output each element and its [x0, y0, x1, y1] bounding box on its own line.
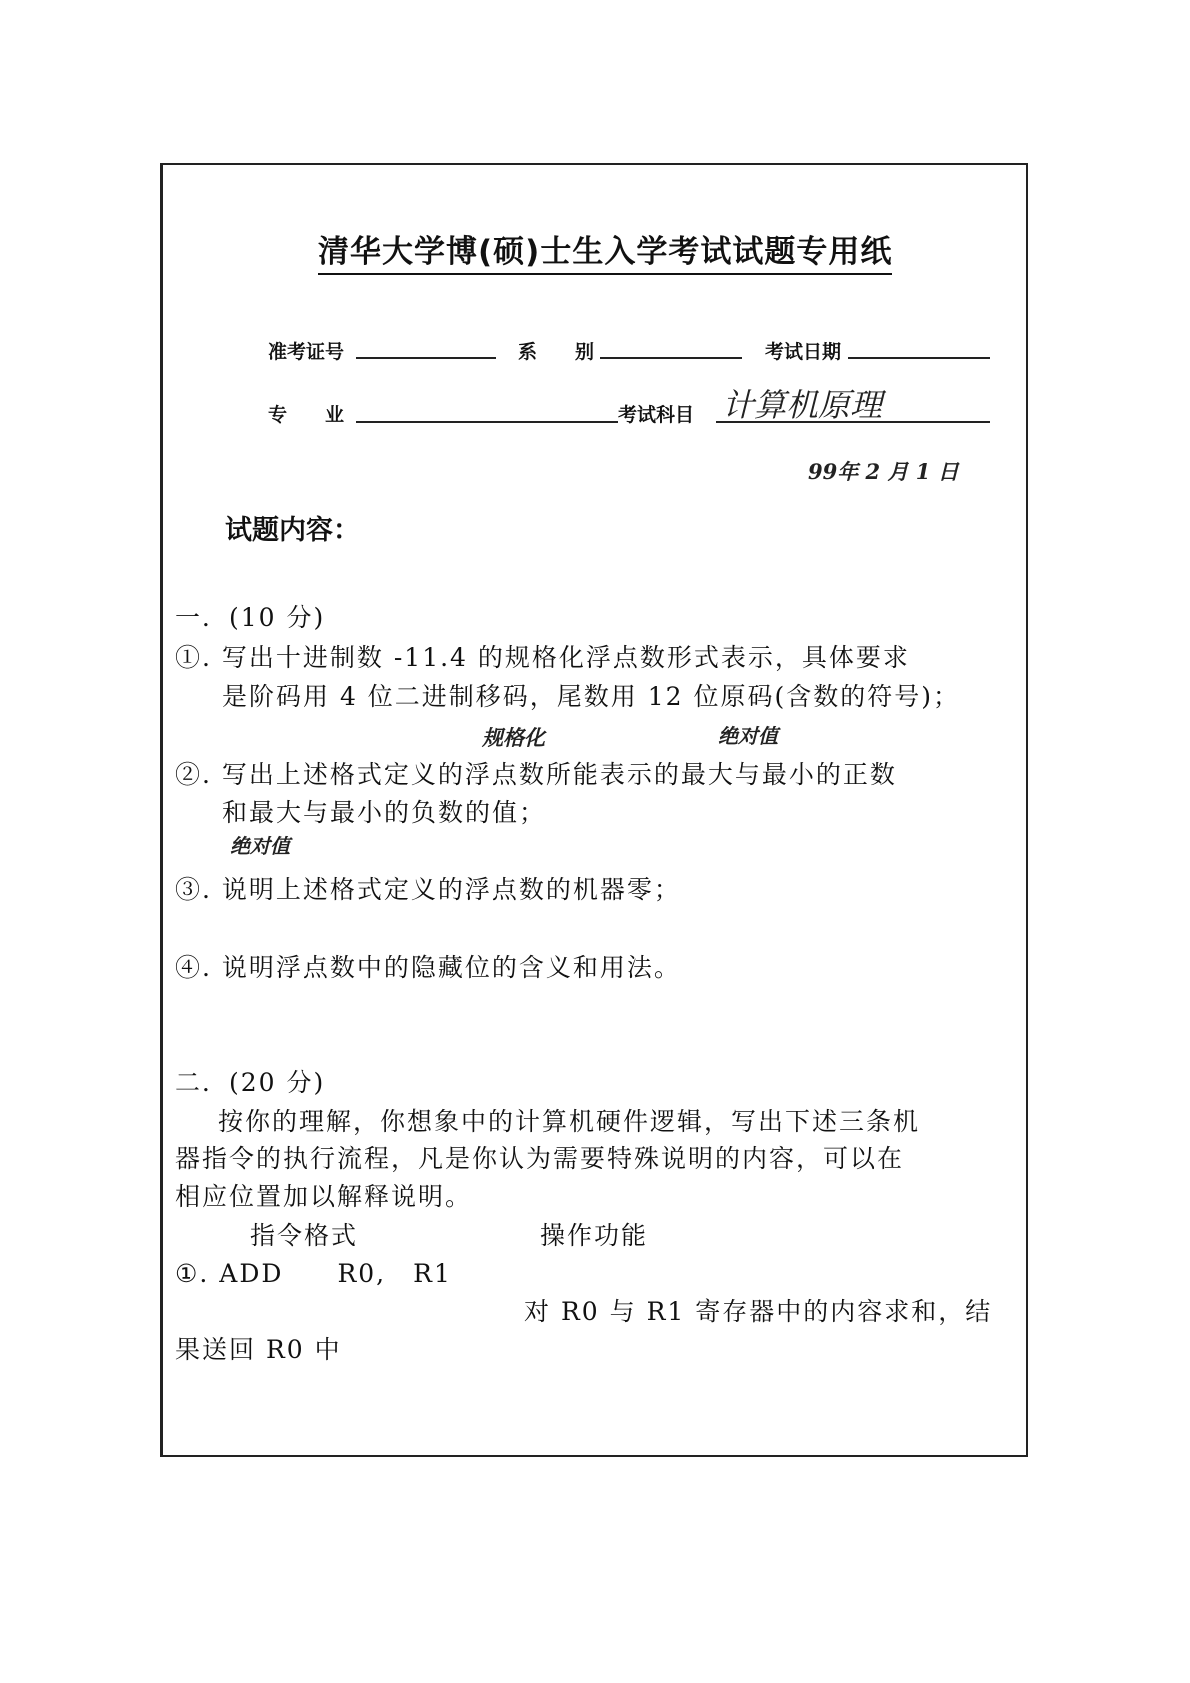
- q2-heading: 二．(20 分): [175, 1068, 326, 1097]
- q1-item2-line1: ②. 写出上述格式定义的浮点数所能表示的最大与最小的正数: [175, 760, 897, 789]
- q2-para-line1: 按你的理解，你想象中的计算机硬件逻辑，写出下述三条机: [218, 1107, 921, 1136]
- q1-item1-line1: ①. 写出十进制数 -11.4 的规格化浮点数形式表示，具体要求: [175, 643, 910, 672]
- q2-instr1: ①. ADD R0, R1: [175, 1259, 452, 1288]
- q2-instr1-desc-line1: 对 R0 与 R1 寄存器中的内容求和，结: [524, 1297, 993, 1326]
- col-operation-function: 操作功能: [540, 1221, 649, 1250]
- annotation-absolute-value: 绝对值: [718, 724, 778, 748]
- q1-item4: ④. 说明浮点数中的隐藏位的含义和用法。: [175, 953, 681, 982]
- subject-label: 考试科目: [618, 404, 695, 426]
- page-title: 清华大学博(硕)士生入学考试试题专用纸: [318, 226, 892, 275]
- admission-no-blank: [356, 357, 496, 359]
- exam-date-value: 99年 2 月 1 日: [808, 459, 959, 484]
- annotation-normalized: 规格化: [482, 725, 545, 750]
- major-blank: [356, 421, 618, 423]
- q2-para-line2: 器指令的执行流程，凡是你认为需要特殊说明的内容，可以在: [175, 1144, 905, 1173]
- subject-handwritten: 计算机原理: [722, 386, 883, 424]
- q2-instr1-desc-line2: 果送回 R0 中: [175, 1335, 342, 1364]
- department-label: 系 别: [518, 341, 595, 363]
- major-label: 专 业: [268, 404, 345, 426]
- q1-item2-line2: 和最大与最小的负数的值；: [222, 798, 547, 827]
- q2-para-line3: 相应位置加以解释说明。: [175, 1182, 473, 1211]
- exam-date-blank: [848, 357, 990, 359]
- q1-item3: ③. 说明上述格式定义的浮点数的机器零；: [175, 875, 681, 904]
- content-heading: 试题内容：: [225, 515, 360, 546]
- exam-date-label: 考试日期: [765, 341, 842, 363]
- department-blank: [600, 357, 742, 359]
- q1-item1-line2: 是阶码用 4 位二进制移码，尾数用 12 位原码(含数的符号)；: [222, 682, 961, 711]
- col-instruction-format: 指令格式: [250, 1221, 359, 1250]
- q1-heading: 一．(10 分): [175, 603, 326, 632]
- annotation-absolute-value-2: 绝对值: [230, 834, 290, 858]
- admission-no-label: 准考证号: [268, 341, 345, 363]
